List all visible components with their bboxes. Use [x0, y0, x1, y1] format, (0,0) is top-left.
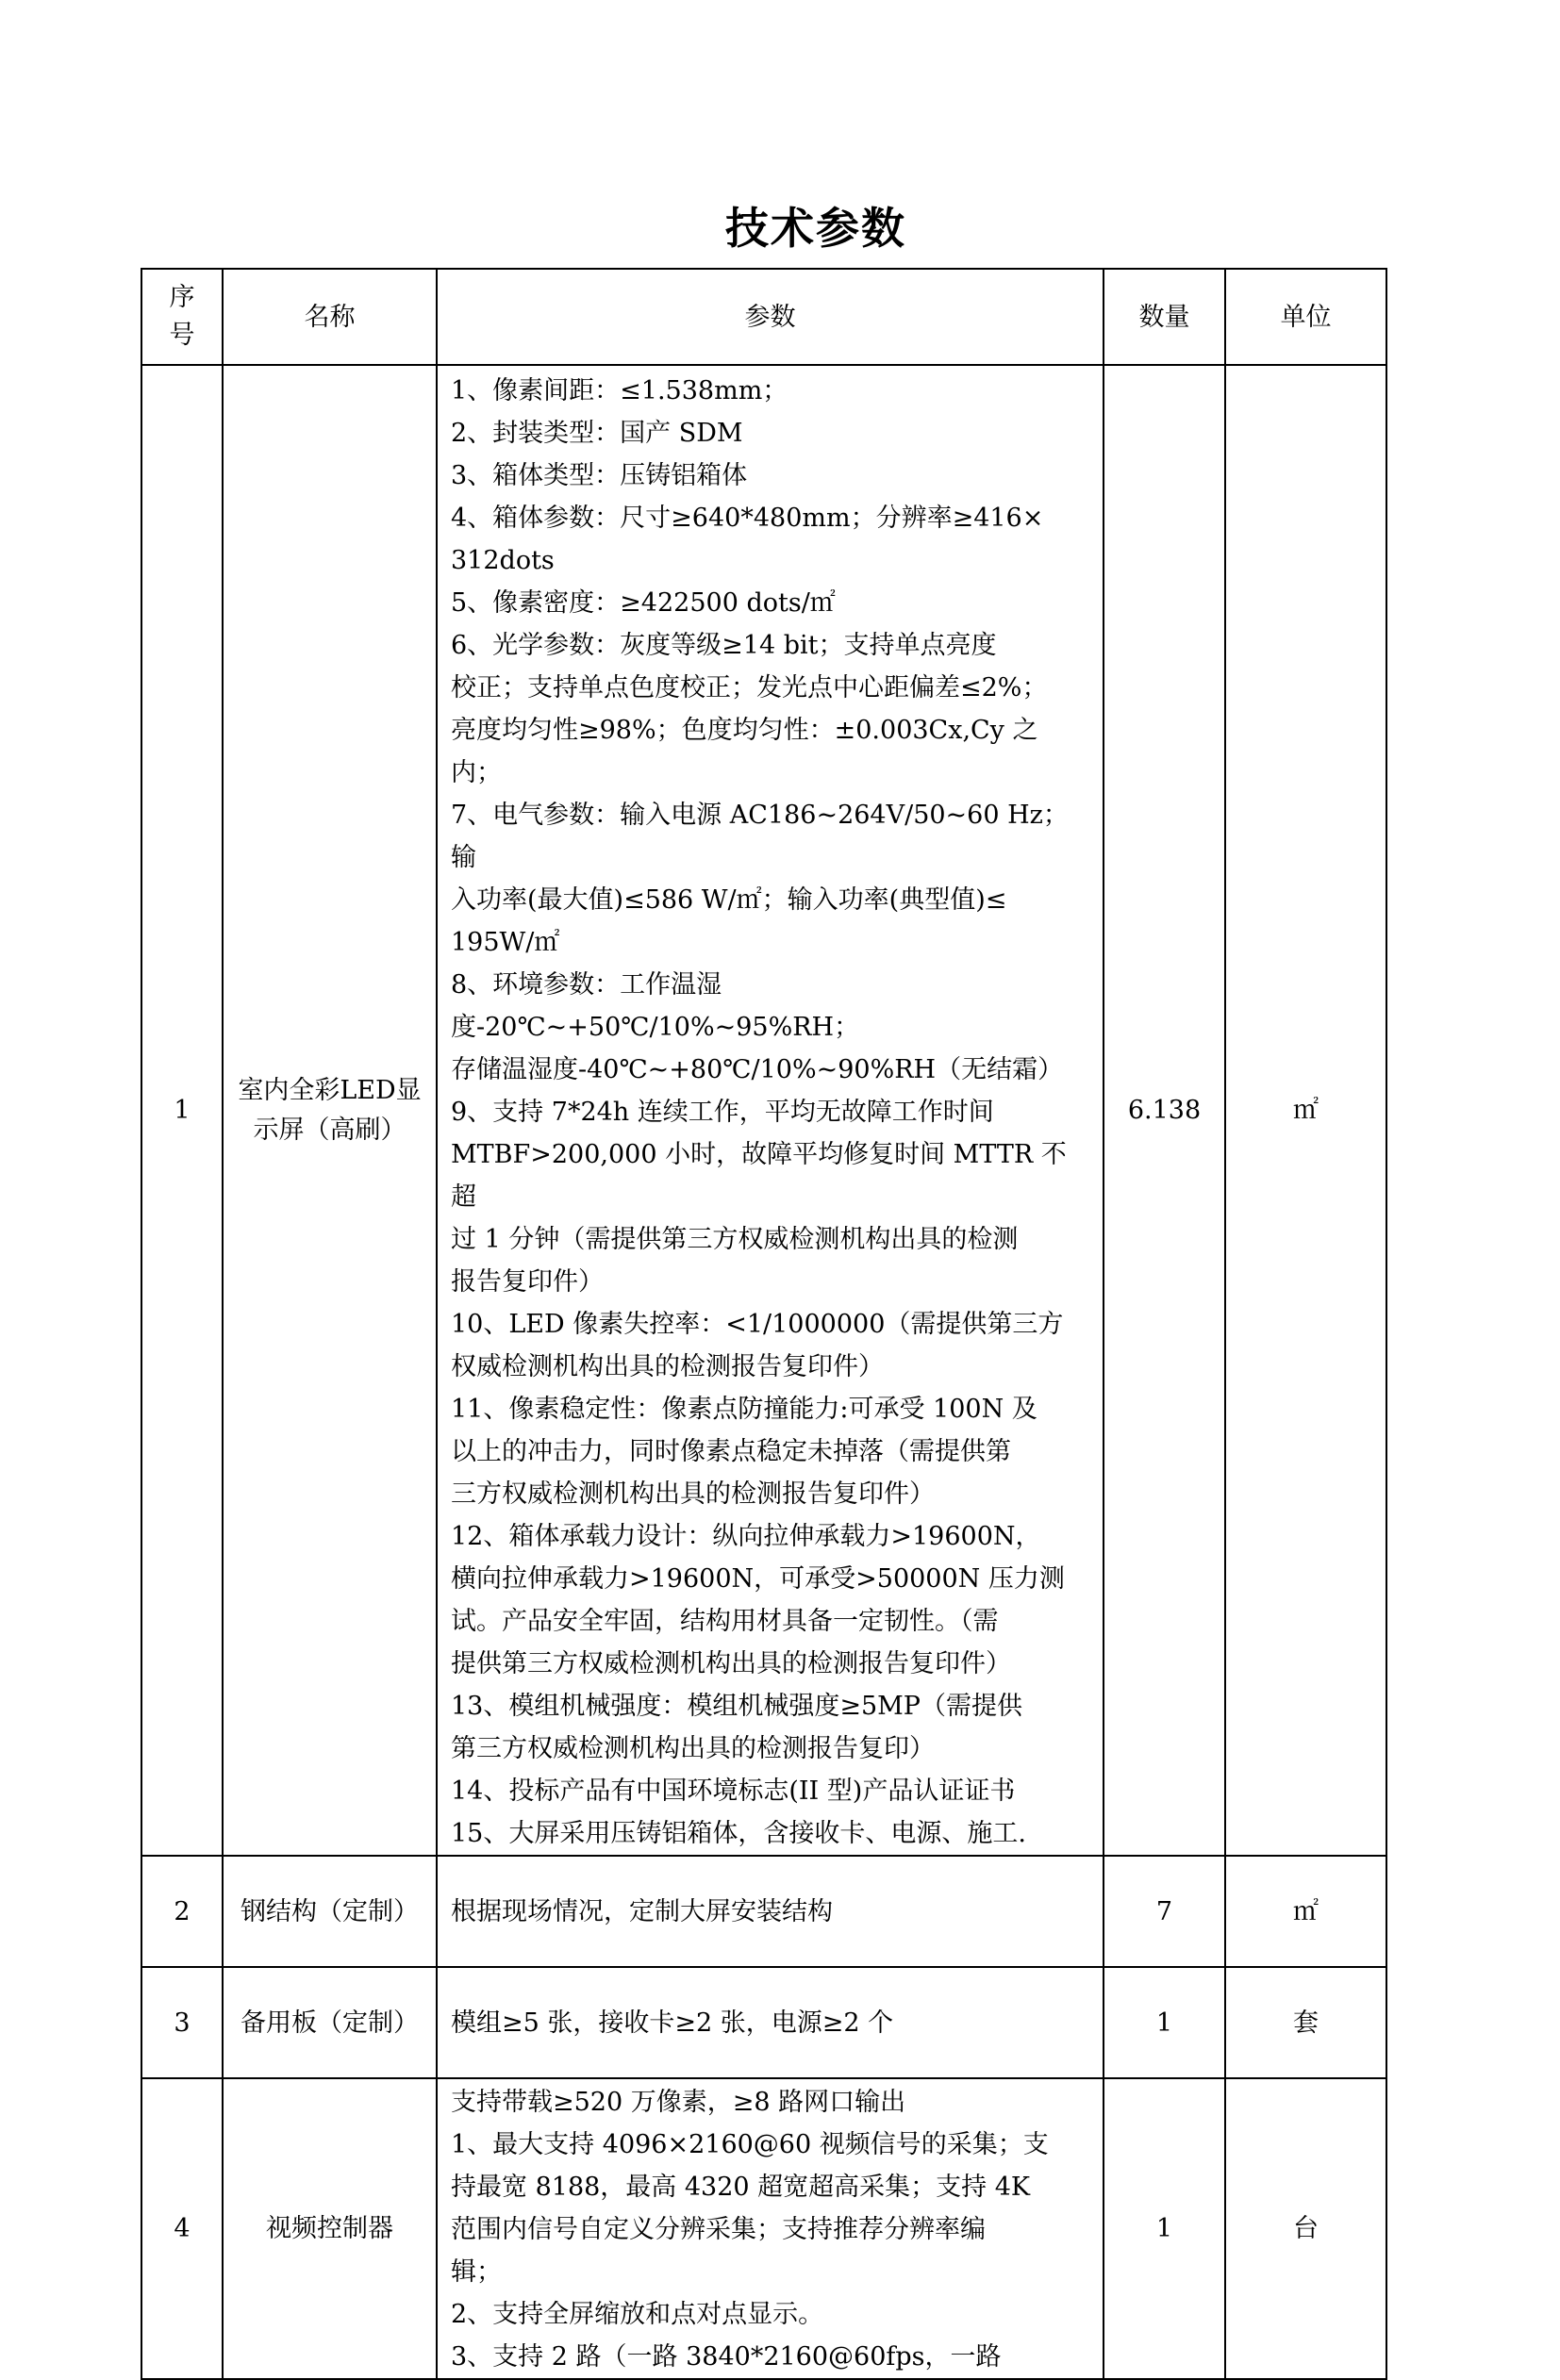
param-line: 12、箱体承载力设计：纵向拉伸承载力>19600N，: [451, 1522, 1041, 1551]
param-line: 持最宽 8188，最高 4320 超宽超高采集；支持 4K: [451, 2173, 1031, 2202]
param-line: 14、投标产品有中国环境标志(II 型)产品认证证书: [451, 1777, 1016, 1806]
param-line: 过 1 分钟（需提供第三方权威检测机构出具的检测: [451, 1225, 1019, 1254]
param-line: 以上的冲击力，同时像素点稳定未掉落（需提供第: [451, 1437, 1011, 1466]
param-line: 根据现场情况，定制大屏安装结构: [451, 1896, 833, 1926]
param-line: 4、箱体参数：尺寸≥640*480mm；分辨率≥416×: [451, 504, 1044, 533]
row-unit: 台: [1225, 2078, 1386, 2379]
row-index: 2: [141, 1856, 223, 1967]
param-line: 7、电气参数：输入电源 AC186~264V/50~60 Hz；输: [451, 801, 1069, 872]
param-line: 1、像素间距：≤1.538mm；: [451, 376, 788, 405]
param-line: 提供第三方权威检测机构出具的检测报告复印件）: [451, 1649, 1011, 1678]
param-line: 报告复印件）: [451, 1267, 604, 1297]
param-line: 15、大屏采用压铸铝箱体，含接收卡、电源、施工.: [451, 1819, 1026, 1848]
table-header-row: [141, 269, 1386, 365]
param-line: 亮度均匀性≥98%；色度均匀性：±0.003Cx,Cy 之: [451, 716, 1038, 745]
param-line: 6、光学参数：灰度等级≥14 bit；支持单点亮度: [451, 631, 997, 660]
header-params: 参数: [437, 269, 1104, 365]
param-line: 2、支持全屏缩放和点对点显示。: [451, 2300, 824, 2329]
param-line: 1、最大支持 4096×2160@60 视频信号的采集；支: [451, 2130, 1049, 2159]
row-index: 3: [141, 1967, 223, 2078]
table-row: [141, 1967, 1386, 2078]
row-unit: ㎡: [1225, 365, 1386, 1856]
row-params: [437, 365, 1104, 1856]
param-line: 195W/㎡: [451, 928, 560, 957]
table-row: [141, 2078, 1386, 2379]
header-unit: 单位: [1225, 269, 1386, 365]
param-line: 13、模组机械强度：模组机械强度≥5MP（需提供: [451, 1692, 1022, 1721]
row-qty: 6.138: [1104, 365, 1225, 1856]
param-line: 入功率(最大值)≤586 W/㎡；输入功率(典型值)≤: [451, 885, 1007, 915]
param-line: 10、LED 像素失控率：<1/1000000（需提供第三方: [451, 1310, 1064, 1339]
page-title: 技术参数: [725, 203, 906, 254]
row-name: 备用板（定制）: [223, 1967, 437, 2078]
row-index: 4: [141, 2078, 223, 2379]
row-qty: 1: [1104, 1967, 1225, 2078]
row-index: 1: [141, 365, 223, 1856]
param-line: 9、支持 7*24h 连续工作，平均无故障工作时间: [451, 1098, 994, 1127]
param-line: 支持带载≥520 万像素，≥8 路网口输出: [451, 2088, 906, 2117]
param-line: 范围内信号自定义分辨采集；支持推荐分辨率编: [451, 2215, 986, 2244]
param-line: 内；: [451, 758, 502, 787]
param-line: 5、像素密度：≥422500 dots/㎡: [451, 588, 836, 618]
row-params: [437, 1856, 1104, 1967]
row-params: [437, 2078, 1104, 2379]
row-unit: ㎡: [1225, 1856, 1386, 1967]
param-line: 3、箱体类型：压铸铝箱体: [451, 461, 748, 490]
header-index: 序号: [141, 269, 223, 365]
table-row: [141, 1856, 1386, 1967]
header-name: 名称: [223, 269, 437, 365]
param-line: 11、像素稳定性：像素点防撞能力:可承受 100N 及: [451, 1395, 1037, 1424]
row-unit: 套: [1225, 1967, 1386, 2078]
param-line: 3、支持 2 路（一路 3840*2160@60fps，一路: [451, 2342, 1002, 2372]
row-name: 钢结构（定制）: [223, 1856, 437, 1967]
param-line: 横向拉伸承载力>19600N，可承受>50000N 压力测: [451, 1564, 1065, 1594]
param-line: MTBF>200,000 小时，故障平均修复时间 MTTR 不超: [451, 1140, 1067, 1212]
spec-table: [141, 268, 1387, 2380]
param-line: 存储温湿度-40℃~+80℃/10%~90%RH（无结霜）: [451, 1055, 1064, 1084]
param-line: 校正；支持单点色度校正；发光点中心距偏差≤2%；: [451, 673, 1048, 702]
param-line: 辑；: [451, 2257, 502, 2287]
header-qty: 数量: [1104, 269, 1225, 365]
param-line: 试。产品安全牢固，结构用材具备一定韧性。（需: [451, 1607, 999, 1636]
param-line: 第三方权威检测机构出具的检测报告复印）: [451, 1734, 935, 1763]
param-line: 权威检测机构出具的检测报告复印件）: [451, 1352, 884, 1381]
row-qty: 7: [1104, 1856, 1225, 1967]
param-line: 模组≥5 张，接收卡≥2 张，电源≥2 个: [451, 2008, 894, 2038]
row-qty: 1: [1104, 2078, 1225, 2379]
param-line: 三方权威检测机构出具的检测报告复印件）: [451, 1479, 935, 1509]
param-line: 2、封装类型：国产 SDM: [451, 419, 743, 448]
row-name: 室内全彩LED显示屏（高刷）: [223, 365, 437, 1856]
param-line: 312dots: [451, 546, 555, 575]
row-name: 视频控制器: [223, 2078, 437, 2379]
table-row: [141, 365, 1386, 1856]
param-line: 8、环境参数：工作温湿度-20℃~+50℃/10%~95%RH；: [451, 970, 860, 1042]
row-params: [437, 1967, 1104, 2078]
